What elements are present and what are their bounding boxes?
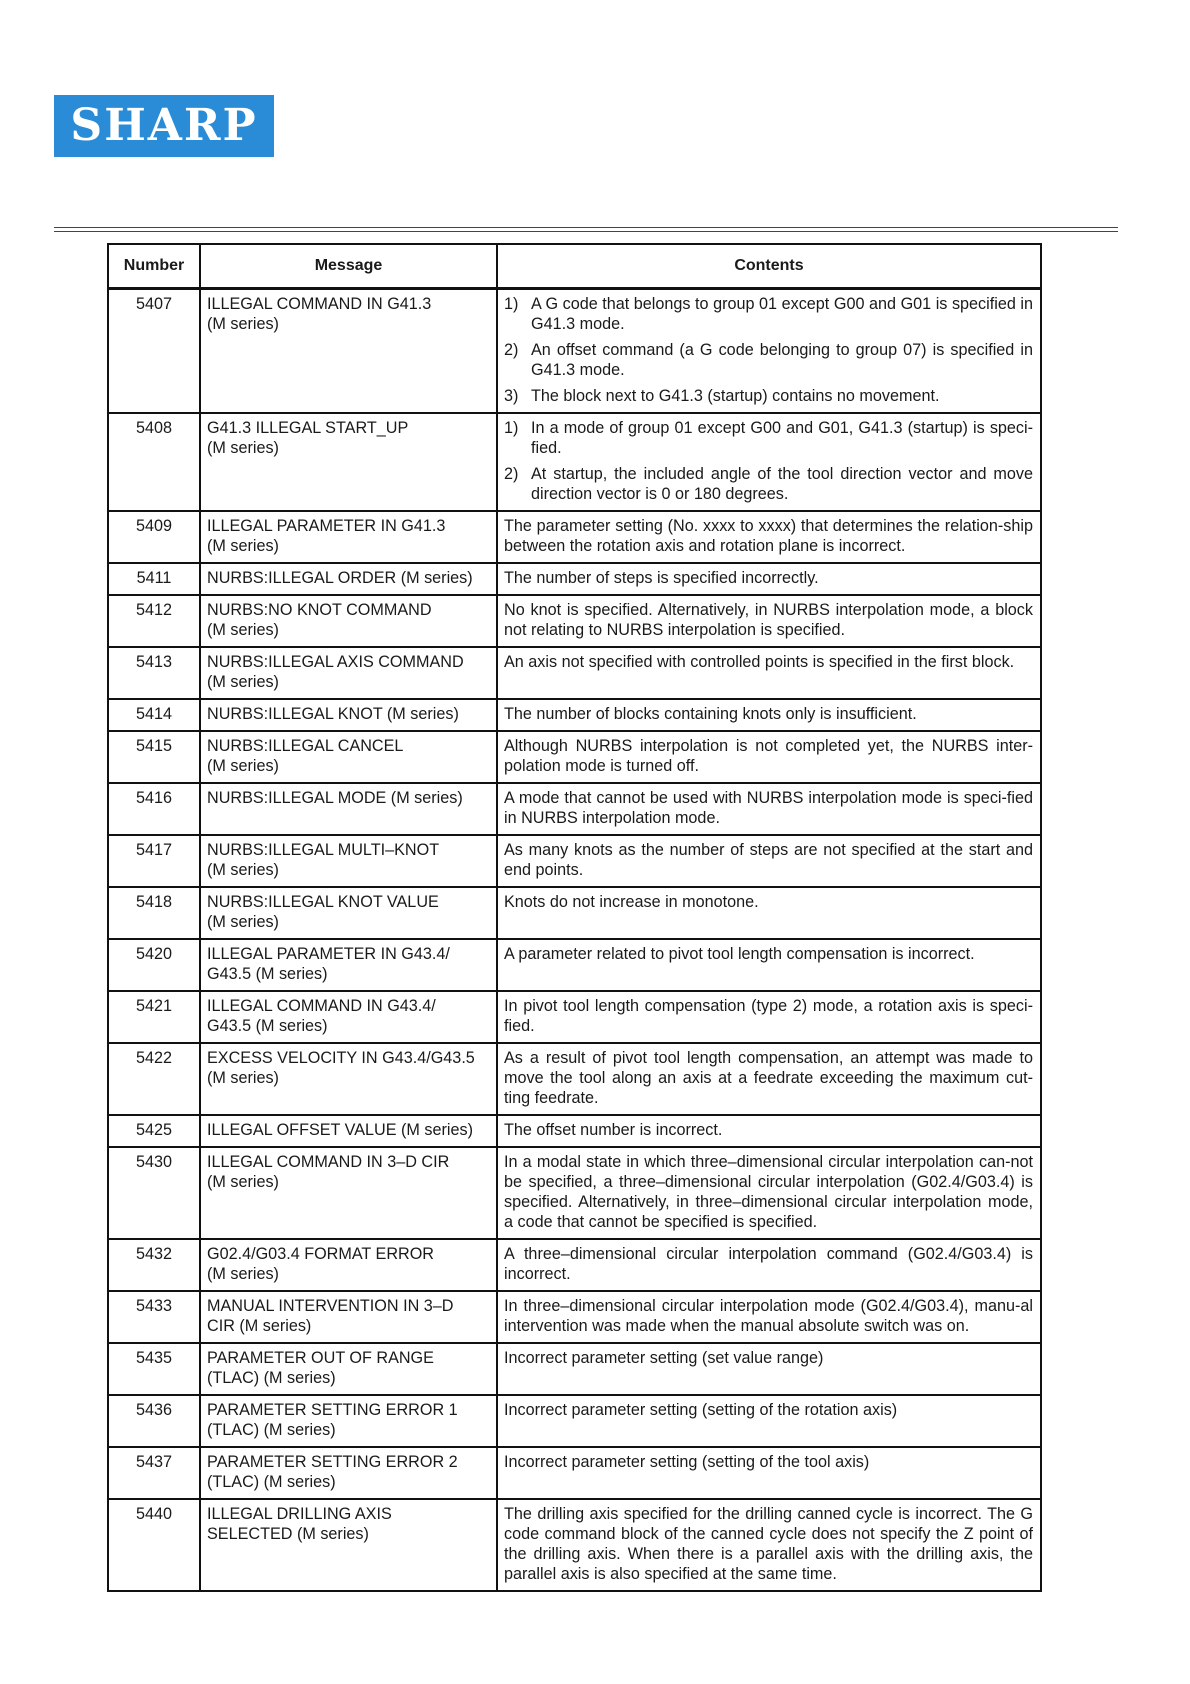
alarm-message-line: (M series) <box>207 861 279 879</box>
alarm-message <box>200 289 497 414</box>
alarm-message-line: NURBS:ILLEGAL CANCEL <box>207 737 404 755</box>
list-item-number: 3) <box>504 387 519 405</box>
alarm-contents: The offset number is incorrect. <box>497 1115 1041 1147</box>
alarm-message <box>200 1291 497 1343</box>
alarm-message-line: CIR (M series) <box>207 1317 312 1335</box>
alarm-message-line: NURBS:ILLEGAL KNOT (M series) <box>207 705 459 723</box>
alarm-message-line: G41.3 ILLEGAL START_UP <box>207 419 409 437</box>
alarm-message-line: G02.4/G03.4 FORMAT ERROR <box>207 1245 434 1263</box>
alarm-contents: Incorrect parameter setting (setting of the rotation axis) <box>497 1395 1041 1447</box>
table-row <box>108 511 1041 563</box>
alarm-message <box>200 647 497 699</box>
alarm-number: 5416 <box>108 783 200 835</box>
table-header-row <box>108 244 1041 289</box>
table-row <box>108 1291 1041 1343</box>
list-item-text: At startup, the included angle of the tool direction vector and move direction vector is 0 or 180 degrees. <box>531 465 1033 503</box>
table-row <box>108 289 1041 414</box>
alarm-number: 5433 <box>108 1291 200 1343</box>
list-item-number: 2) <box>504 341 519 359</box>
table-row <box>108 1343 1041 1395</box>
list-item-text: An offset command (a G code belonging to group 07) is specified in G41.3 mode. <box>531 341 1033 379</box>
alarm-message-line: ILLEGAL PARAMETER IN G41.3 <box>207 517 446 535</box>
list-item-number: 2) <box>504 465 519 483</box>
alarm-number: 5418 <box>108 887 200 939</box>
alarm-number: 5440 <box>108 1499 200 1591</box>
alarm-number: 5413 <box>108 647 200 699</box>
sharp-logo <box>54 95 274 157</box>
alarm-message-line: (M series) <box>207 913 279 931</box>
alarm-message-line: SELECTED (M series) <box>207 1525 369 1543</box>
alarm-message <box>200 991 497 1043</box>
alarm-contents: A mode that cannot be used with NURBS interpolation mode is speci-fied in NURBS interpolation mode. <box>497 783 1041 835</box>
alarm-number: 5408 <box>108 413 200 511</box>
list-item-text: A G code that belongs to group 01 except G00 and G01 is specified in G41.3 mode. <box>531 295 1033 333</box>
table-row <box>108 783 1041 835</box>
alarm-message-line: NURBS:ILLEGAL ORDER (M series) <box>207 569 473 587</box>
list-item-number: 1) <box>504 295 519 313</box>
alarm-message-line: (M series) <box>207 673 279 691</box>
alarm-message <box>200 1395 497 1447</box>
header-rule-top <box>54 227 1118 228</box>
alarm-contents: The drilling axis specified for the drilling canned cycle is incorrect. The G code command block of the canned cycle does not specify the Z point of the drilling axis. When there is a parallel axis with the drilling axis, the parallel axis is also specified at the same time. <box>497 1499 1041 1591</box>
alarm-contents: The parameter setting (No. xxxx to xxxx) that determines the relation-ship between the rotation axis and rotation plane is incorrect. <box>497 511 1041 563</box>
alarm-message <box>200 1239 497 1291</box>
alarm-message <box>200 595 497 647</box>
alarm-contents <box>497 289 1041 414</box>
alarm-message <box>200 511 497 563</box>
alarm-message <box>200 1447 497 1499</box>
alarm-contents: Incorrect parameter setting (set value range) <box>497 1343 1041 1395</box>
alarm-message <box>200 939 497 991</box>
alarm-message <box>200 413 497 511</box>
alarm-message-line: NURBS:ILLEGAL AXIS COMMAND <box>207 653 464 671</box>
alarm-number: 5422 <box>108 1043 200 1115</box>
alarm-message-line: (M series) <box>207 757 279 775</box>
alarm-number: 5432 <box>108 1239 200 1291</box>
column-header-contents: Contents <box>497 244 1041 289</box>
table-row <box>108 887 1041 939</box>
table-row <box>108 731 1041 783</box>
alarm-contents: As many knots as the number of steps are not specified at the start and end points. <box>497 835 1041 887</box>
alarm-number: 5425 <box>108 1115 200 1147</box>
alarm-message-line: NURBS:NO KNOT COMMAND <box>207 601 432 619</box>
alarm-message <box>200 887 497 939</box>
alarm-message-line: ILLEGAL DRILLING AXIS <box>207 1505 392 1523</box>
table-row <box>108 1115 1041 1147</box>
alarm-contents: In pivot tool length compensation (type 2) mode, a rotation axis is speci-fied. <box>497 991 1041 1043</box>
alarm-message-line: (M series) <box>207 439 279 457</box>
alarm-message <box>200 783 497 835</box>
table-row <box>108 1499 1041 1591</box>
list-item-number: 1) <box>504 419 519 437</box>
alarm-message <box>200 1147 497 1239</box>
table-row <box>108 1447 1041 1499</box>
column-header-number: Number <box>108 244 200 289</box>
alarm-number: 5420 <box>108 939 200 991</box>
contents-list-item <box>504 294 1033 334</box>
contents-list-item <box>504 464 1033 504</box>
alarm-number: 5409 <box>108 511 200 563</box>
alarm-message-line: ILLEGAL OFFSET VALUE (M series) <box>207 1121 473 1139</box>
table-body <box>108 289 1041 1592</box>
alarm-message-line: (M series) <box>207 621 279 639</box>
alarm-message <box>200 1043 497 1115</box>
alarm-contents: No knot is specified. Alternatively, in NURBS interpolation mode, a block not relating to NURBS interpolation is specified. <box>497 595 1041 647</box>
logo-text: SHARP <box>70 100 258 151</box>
table-row <box>108 1043 1041 1115</box>
alarm-message-line: ILLEGAL COMMAND IN G43.4/ <box>207 997 436 1015</box>
alarm-number: 5435 <box>108 1343 200 1395</box>
table-row <box>108 647 1041 699</box>
list-item-text: The block next to G41.3 (startup) contains no movement. <box>531 387 940 405</box>
alarm-message-table <box>107 243 1042 1592</box>
alarm-contents: Knots do not increase in monotone. <box>497 887 1041 939</box>
alarm-message-line: G43.5 (M series) <box>207 1017 328 1035</box>
contents-list-item <box>504 340 1033 380</box>
alarm-number: 5430 <box>108 1147 200 1239</box>
alarm-message <box>200 699 497 731</box>
alarm-contents: Although NURBS interpolation is not completed yet, the NURBS inter-polation mode is turned off. <box>497 731 1041 783</box>
table-row <box>108 991 1041 1043</box>
header-rule-bottom <box>54 231 1118 232</box>
table-row <box>108 699 1041 731</box>
table-row <box>108 1395 1041 1447</box>
alarm-message <box>200 835 497 887</box>
alarm-message-line: (M series) <box>207 1173 279 1191</box>
alarm-number: 5414 <box>108 699 200 731</box>
alarm-message-line: PARAMETER SETTING ERROR 1 <box>207 1401 458 1419</box>
contents-list-item <box>504 418 1033 458</box>
table-row <box>108 413 1041 511</box>
alarm-contents <box>497 413 1041 511</box>
table-row <box>108 563 1041 595</box>
alarm-number: 5436 <box>108 1395 200 1447</box>
table-row <box>108 835 1041 887</box>
alarm-number: 5437 <box>108 1447 200 1499</box>
alarm-message-line: (M series) <box>207 1069 279 1087</box>
contents-list-item <box>504 386 1033 406</box>
alarm-contents: The number of blocks containing knots only is insufficient. <box>497 699 1041 731</box>
alarm-contents: Incorrect parameter setting (setting of the tool axis) <box>497 1447 1041 1499</box>
alarm-contents: In three–dimensional circular interpolation mode (G02.4/G03.4), manu-al intervention was made when the manual absolute switch was on. <box>497 1291 1041 1343</box>
alarm-message-line: ILLEGAL COMMAND IN 3–D CIR <box>207 1153 450 1171</box>
alarm-message-line: (M series) <box>207 315 279 333</box>
alarm-message <box>200 731 497 783</box>
alarm-contents: In a modal state in which three–dimensional circular interpolation can-not be specified, a three–dimensional circular interpolation (G02.4/G03.4) is specified. Alternatively, in three–dimensional circular interpolation mode, a code that cannot be specified is specified. <box>497 1147 1041 1239</box>
alarm-number: 5415 <box>108 731 200 783</box>
alarm-number: 5417 <box>108 835 200 887</box>
alarm-message-line: G43.5 (M series) <box>207 965 328 983</box>
alarm-message <box>200 1499 497 1591</box>
table-row <box>108 1147 1041 1239</box>
alarm-contents: As a result of pivot tool length compensation, an attempt was made to move the tool along an axis at a feedrate exceeding the maximum cut-ting feedrate. <box>497 1043 1041 1115</box>
alarm-message-line: (M series) <box>207 1265 279 1283</box>
alarm-number: 5412 <box>108 595 200 647</box>
alarm-number: 5421 <box>108 991 200 1043</box>
alarm-message-line: PARAMETER OUT OF RANGE <box>207 1349 434 1367</box>
alarm-contents: A parameter related to pivot tool length compensation is incorrect. <box>497 939 1041 991</box>
table-row <box>108 939 1041 991</box>
alarm-contents: A three–dimensional circular interpolation command (G02.4/G03.4) is incorrect. <box>497 1239 1041 1291</box>
alarm-message <box>200 1115 497 1147</box>
column-header-message: Message <box>200 244 497 289</box>
alarm-contents: An axis not specified with controlled points is specified in the first block. <box>497 647 1041 699</box>
alarm-message-line: (TLAC) (M series) <box>207 1421 336 1439</box>
alarm-message-line: PARAMETER SETTING ERROR 2 <box>207 1453 458 1471</box>
alarm-message-line: EXCESS VELOCITY IN G43.4/G43.5 <box>207 1049 475 1067</box>
list-item-text: In a mode of group 01 except G00 and G01, G41.3 (startup) is speci-fied. <box>531 419 1033 457</box>
alarm-message <box>200 563 497 595</box>
alarm-message-line: (TLAC) (M series) <box>207 1369 336 1387</box>
alarm-message-line: MANUAL INTERVENTION IN 3–D <box>207 1297 454 1315</box>
alarm-message-line: (M series) <box>207 537 279 555</box>
alarm-message-line: NURBS:ILLEGAL KNOT VALUE <box>207 893 439 911</box>
alarm-number: 5411 <box>108 563 200 595</box>
alarm-message-line: ILLEGAL PARAMETER IN G43.4/ <box>207 945 450 963</box>
alarm-message-line: ILLEGAL COMMAND IN G41.3 <box>207 295 432 313</box>
alarm-message <box>200 1343 497 1395</box>
alarm-number: 5407 <box>108 289 200 414</box>
alarm-message-line: NURBS:ILLEGAL MODE (M series) <box>207 789 463 807</box>
alarm-message-line: NURBS:ILLEGAL MULTI–KNOT <box>207 841 440 859</box>
alarm-message-line: (TLAC) (M series) <box>207 1473 336 1491</box>
table-row <box>108 595 1041 647</box>
alarm-contents: The number of steps is specified incorrectly. <box>497 563 1041 595</box>
table-row <box>108 1239 1041 1291</box>
